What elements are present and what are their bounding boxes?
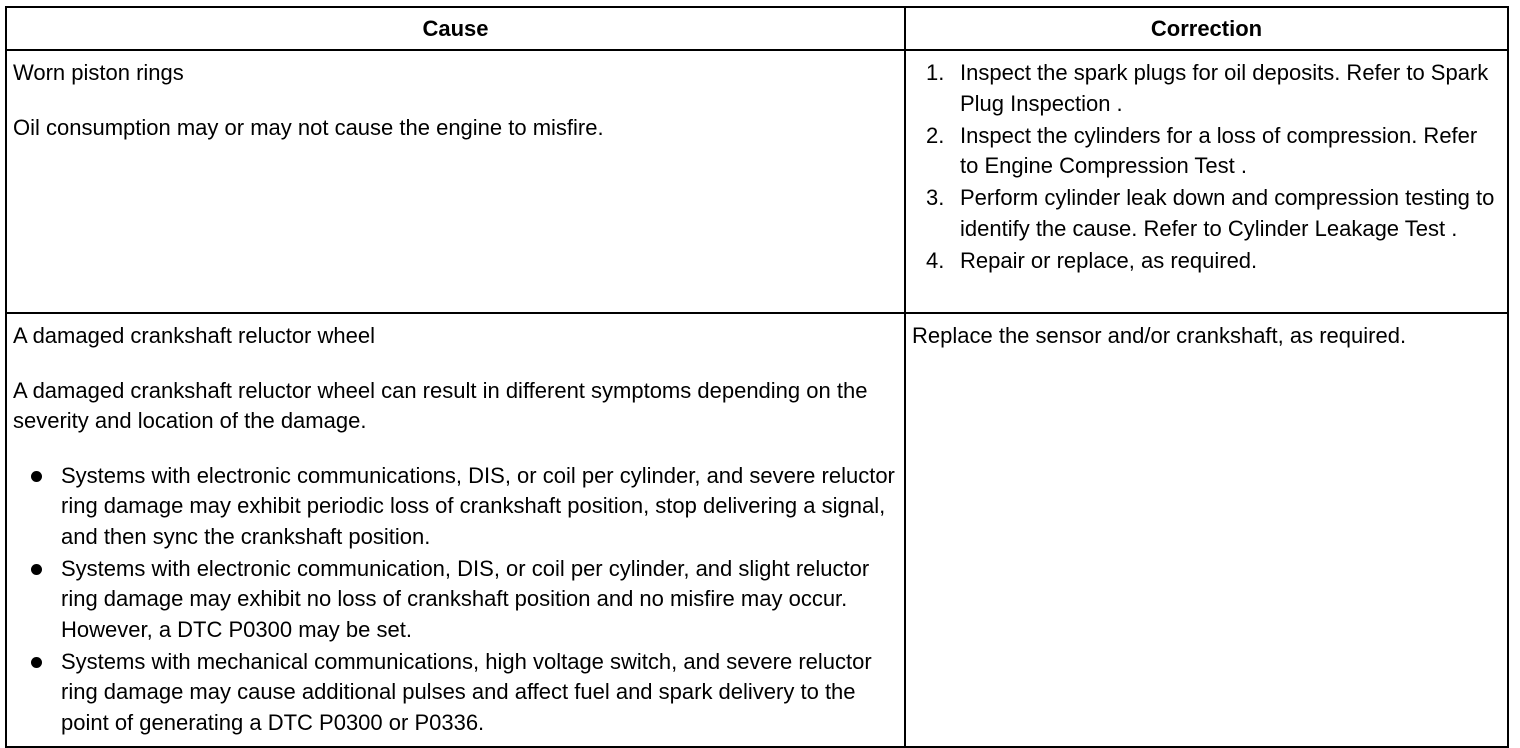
correction-cell (905, 313, 1508, 747)
bullet-icon (31, 564, 42, 575)
cause-cell (6, 313, 905, 747)
step-text: Repair or replace, as required. (960, 247, 1258, 273)
header-cause: Cause (6, 7, 905, 50)
bullet-icon (31, 657, 42, 668)
correction-steps (912, 58, 1501, 276)
cause-cell (6, 50, 905, 313)
step-number: 1. (926, 60, 945, 85)
list-item (912, 121, 1501, 182)
step-number: 2. (926, 122, 945, 148)
cause-bullets (13, 461, 898, 739)
header-row (6, 7, 1508, 50)
cause-title: A damaged crankshaft reluctor wheel (13, 323, 375, 348)
bullet-text: Systems with mechanical communications, high voltage switch, and severe reluctor ring damage may cause additional pulses and affect fuel and spark delivery to the point of generating a DTC P0300 or P0336. (61, 648, 872, 735)
list-item (13, 554, 898, 646)
list-item (912, 183, 1501, 244)
header-correction: Correction (905, 7, 1508, 50)
step-text: Inspect the cylinders for a loss of compression. Refer to Engine Compression Test . (960, 122, 1478, 178)
bullet-text: Systems with electronic communication, DIS, or coil per cylinder, and slight reluctor ring damage may exhibit no loss of crankshaft position and no misfire may occur. However, a DTC P0300 may be set. (61, 555, 870, 642)
bullet-text: Systems with electronic communications, DIS, or coil per cylinder, and severe reluctor ring damage may exhibit periodic loss of crankshaft position, stop delivering a signal, and then sync the crankshaft position. (61, 462, 895, 549)
step-number: 3. (926, 185, 945, 210)
table-row (6, 313, 1508, 747)
step-text: Inspect the spark plugs for oil deposits. Refer to Spark Plug Inspection . (960, 60, 1489, 116)
cause-correction-table (5, 6, 1509, 748)
step-number: 4. (926, 247, 945, 273)
list-item (912, 246, 1501, 277)
table-row (6, 50, 1508, 313)
correction-cell (905, 50, 1508, 313)
step-text: Perform cylinder leak down and compression testing to identify the cause. Refer to Cylinder Leakage Test . (960, 185, 1495, 241)
bullet-icon (31, 471, 42, 482)
list-item (912, 58, 1501, 119)
list-item (13, 647, 898, 739)
cause-title: Worn piston rings (13, 60, 184, 85)
cause-note: A damaged crankshaft reluctor wheel can result in different symptoms depending on the severity and location of the damage. (13, 377, 868, 433)
correction-text: Replace the sensor and/or crankshaft, as required. (912, 323, 1407, 348)
list-item (13, 461, 898, 553)
cause-note: Oil consumption may or may not cause the engine to misfire. (13, 114, 604, 140)
